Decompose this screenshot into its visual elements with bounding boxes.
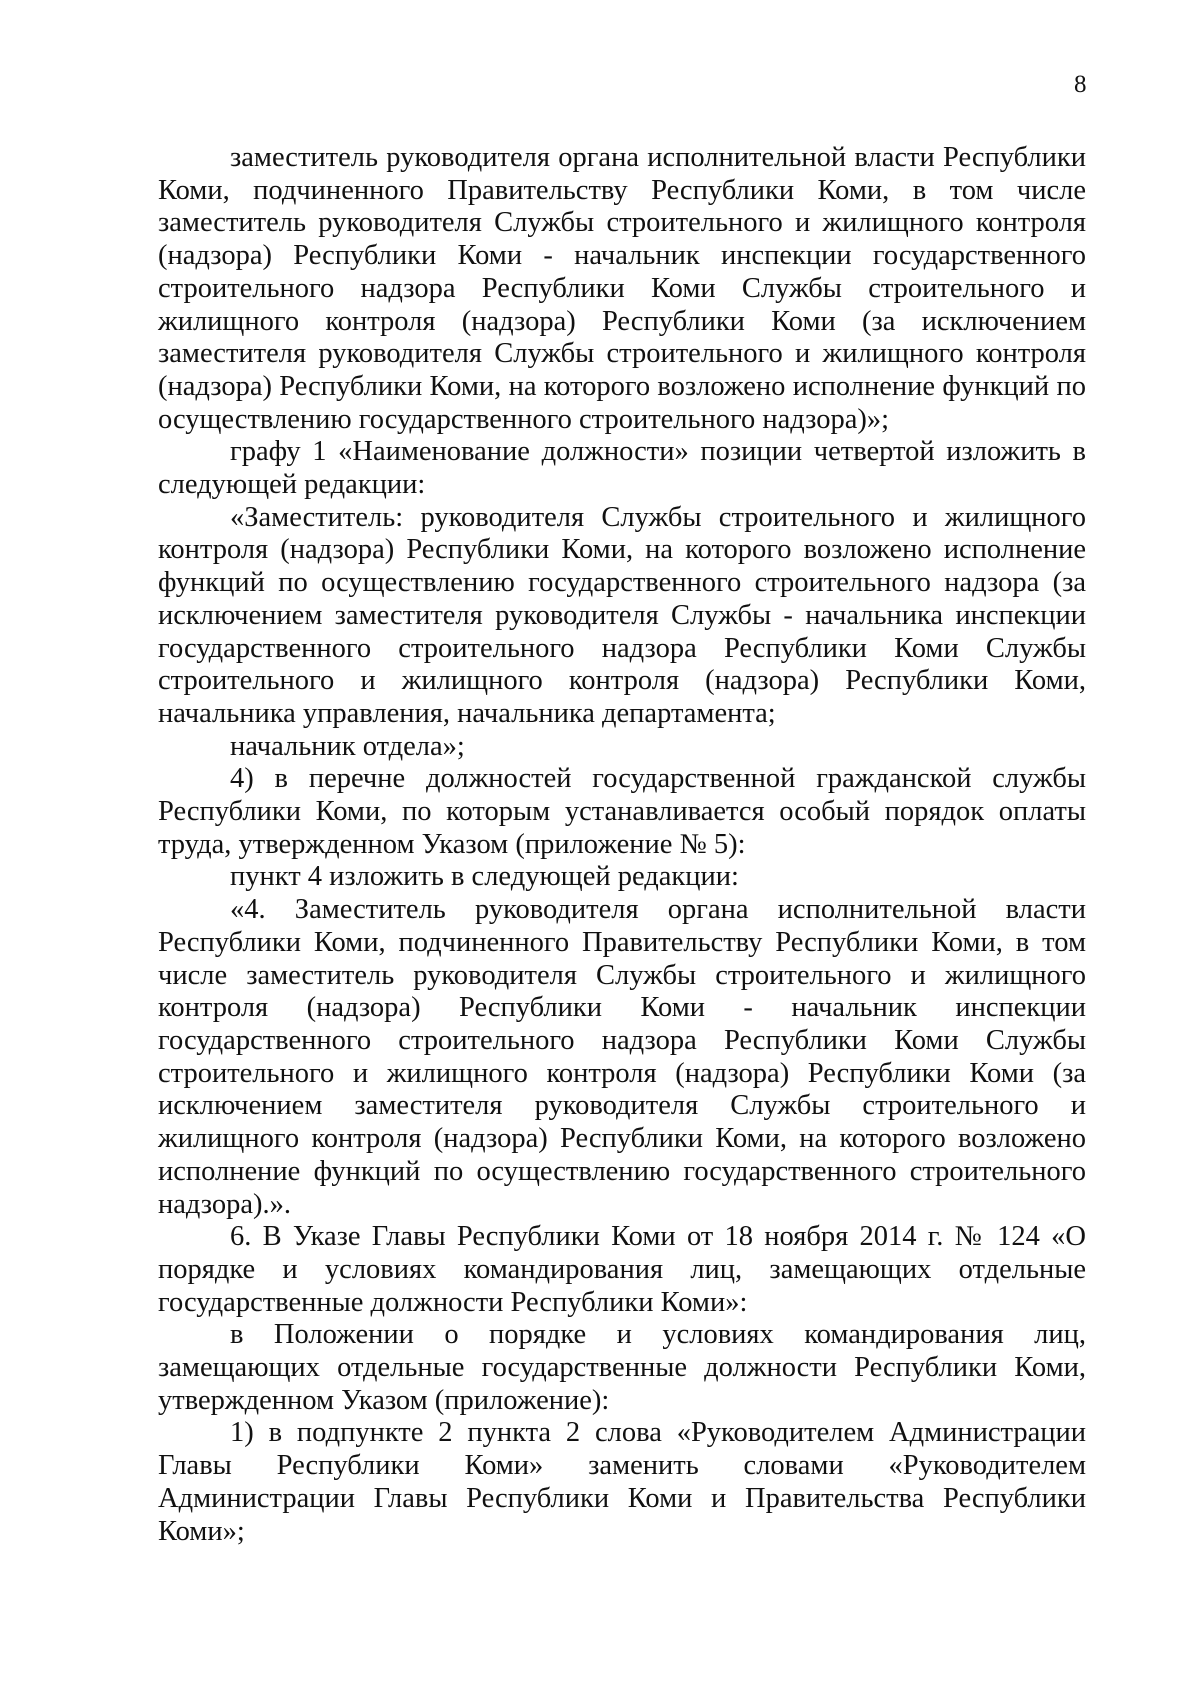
- paragraph: 4) в перечне должностей государственной гражданской службы Республики Коми, по которым устанавливается особый порядок оплаты труда, утвержденном Указом (приложение № 5):: [158, 763, 1086, 860]
- paragraph: 1) в подпункте 2 пункта 2 слова «Руководителем Администрации Главы Республики Коми» заменить словами «Руководителем Администрации Главы Республики Коми и Правительства Республики Коми»;: [158, 1417, 1086, 1547]
- paragraph: «Заместитель: руководителя Службы строительного и жилищного контроля (надзора) Республики Коми, на которого возложено исполнение функций по осуществлению государственного строительного надзора (за исключением заместителя руководителя Службы - начальника инспекции государственного строительного надзора Республики Коми Службы строительного и жилищного контроля (надзора) Республики Коми, начальника управления, начальника департамента;: [158, 501, 1086, 729]
- paragraph: «4. Заместитель руководителя органа исполнительной власти Республики Коми, подчиненного Правительству Республики Коми, в том числе заместитель руководителя Службы строительного и жилищного контроля (надзора) Республики Коми - начальник инспекции государственного строительного надзора Республики Коми Службы строительного и жилищного контроля (надзора) Республики Коми (за исключением заместителя руководителя Службы строительного и жилищного контроля (надзора) Республики Коми, на которого возложено исполнение функций по осуществлению государственного строительного надзора).».: [158, 894, 1086, 1220]
- paragraph: пункт 4 изложить в следующей редакции:: [230, 861, 739, 893]
- paragraph: 6. В Указе Главы Республики Коми от 18 ноября 2014 г. № 124 «О порядке и условиях командирования лиц, замещающих отдельные государственные должности Республики Коми»:: [158, 1221, 1086, 1318]
- paragraph: графу 1 «Наименование должности» позиции четвертой изложить в следующей редакции:: [158, 436, 1086, 501]
- document-body: [158, 142, 1086, 1548]
- paragraph: начальник отдела»;: [230, 730, 465, 762]
- paragraph: в Положении о порядке и условиях командирования лиц, замещающих отдельные государственные должности Республики Коми, утвержденном Указом (приложение):: [158, 1319, 1086, 1416]
- page-number: 8: [1074, 71, 1087, 98]
- paragraph: заместитель руководителя органа исполнительной власти Республики Коми, подчиненного Правительству Республики Коми, в том числе заместитель руководителя Службы строительного и жилищного контроля (надзора) Республики Коми - начальник инспекции государственного строительного надзора Республики Коми Службы строительного и жилищного контроля (надзора) Республики Коми (за исключением заместителя руководителя Службы строительного и жилищного контроля (надзора) Республики Коми, на которого возложено исполнение функций по осуществлению государственного строительного надзора)»;: [158, 142, 1086, 435]
